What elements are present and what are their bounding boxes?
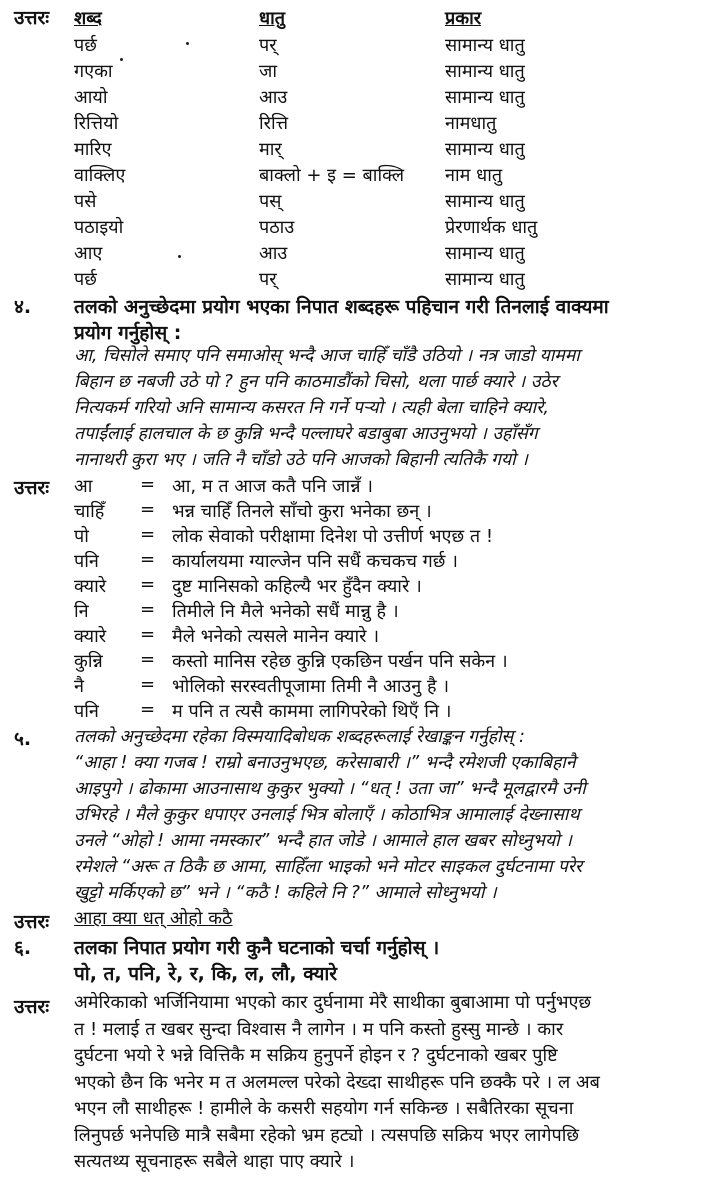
q4-number: ४. [14,296,32,318]
header-root: धातु [259,8,285,29]
equals-sign: = [140,699,156,720]
particle-word: क्यारे [74,626,107,647]
equals-sign: = [140,674,156,695]
example-sentence: तिमीले नि मैले भनेको सधैं मान्नु है । [172,601,399,622]
cell-root: पर् [259,269,277,290]
header-type: प्रकार [445,8,482,29]
cell-root: रित्ति [259,113,289,134]
table-row [0,215,720,241]
particle-word: क्यारे [74,576,107,597]
cell-word: आए [74,243,103,264]
print-speck [120,58,123,61]
passage-line: बिहान छ नबजी उठे पो ? हुन पनि काठमाडौंको चिसो, थला पार्छ क्यारे । उठेर [74,372,558,392]
cell-root: आउ [259,243,288,264]
cell-type: प्रेरणार्थक धातु [445,217,538,238]
q4-passage [74,343,580,473]
particle-word: नै [74,676,84,697]
print-speck [178,255,181,258]
q6-particles: पो, त, पनि, रे, र, कि, ल, लौ, क्यारे [74,963,338,985]
answer-label: उत्तरः [14,7,50,29]
passage-line: “आहा ! क्या गजब ! राम्रो बनाउनुभएछ, करेसाबारी ।” भन्दै रमेशजी एकाबिहानै [74,753,576,773]
header-word: शब्द [74,8,102,29]
table-row [0,59,720,85]
cell-word: पठाइयो [74,217,124,238]
table-row [0,163,720,189]
equals-sign: = [140,649,156,670]
cell-root: पठाउ [259,217,295,238]
q4-prompt-line2: प्रयोग गर्नुहोस् : [74,322,182,344]
cell-type: सामान्य धातु [445,243,525,264]
answer-row [0,524,720,549]
passage-line: तपाईंलाई हालचाल के छ कुन्नि भन्दै पल्लाघरे बडाबुबा आउनुभयो । उहाँसँग [74,424,538,444]
cell-word: मारिए [74,139,112,160]
table-row [0,267,720,293]
cell-word: पसे [74,191,97,212]
equals-sign: = [140,524,156,545]
answer-row [0,474,720,499]
answer-row [0,499,720,524]
equals-sign: = [140,549,156,570]
particle-word: पनि [74,551,99,572]
particle-word: चाहिँ [74,501,105,522]
cell-root: पस् [259,191,282,212]
example-sentence: भोलिको सरस्वतीपूजामा तिमी नै आउनु है । [172,676,450,697]
particle-word: पो [74,526,89,547]
answer-row [0,599,720,624]
q5-number: ५. [14,728,32,750]
table-row [0,189,720,215]
cell-type: सामान्य धातु [445,191,525,212]
answer-line: त ! मलाई त खबर सुन्दा विश्वास नै लागेन । म पनि कस्तो हुस्सु मान्छे । कार [74,1018,564,1040]
passage-line: खुट्टो मर्किएको छ” भने । “कठै ! कहिले नि ?” आमाले सोध्नुभयो । [74,883,497,903]
answer-line: अमेरिकाको भर्जिनियामा भएको कार दुर्घनामा मेरै साथीका बुबाआमा पो पर्नुभएछ [74,992,592,1013]
example-sentence: आ, म त आज कतै पनि जान्नँ । [172,476,374,497]
passage-line: उभिरहे । मैले कुकुर धपाएर उनलाई भित्र बोलाएँ । कोठाभित्र आमालाई देख्नासाथ [74,805,580,825]
particle-word: आ [74,476,93,497]
passage-line: रमेशले “अरू त ठिकै छ आमा, साहिँला भाइको भने मोटर साइकल दुर्घटनामा परेर [74,857,583,877]
answer-label: उत्तरः [14,911,50,933]
table-row [0,241,720,267]
passage-line: उनले “ओहो ! आमा नमस्कार” भन्दै हात जोडे । आमाले हाल खबर सोध्नुभयो । [74,831,572,851]
cell-word: आयो [74,87,108,108]
cell-type: सामान्य धातु [445,61,525,82]
equals-sign: = [140,474,156,495]
example-sentence: कार्यालयमा ग्याल्जेन पनि सधैं कचकच गर्छ । [172,551,458,572]
print-speck [186,42,189,45]
answer-row [0,574,720,599]
answer-row [0,549,720,574]
cell-word: पर्छ [74,35,97,56]
table-row [0,111,720,137]
table-row [0,137,720,163]
example-sentence: दुष्ट मानिसको कहिल्यै भर हुँदैन क्यारे । [172,576,422,597]
example-sentence: म पनि त त्यसै काममा लागिपरेको थिएँ नि । [172,701,452,722]
equals-sign: = [140,599,156,620]
q4-prompt-line1: तलको अनुच्छेदमा प्रयोग भएका निपात शब्दहरू पहिचान गरी तिनलाई वाक्यमा [74,296,609,318]
answer-line: भएन लौ साथीहरू ! हामीले के कसरी सहयोग गर्न सकिन्छ । सबैतिरका सूचना [74,1098,574,1119]
example-sentence: कस्तो मानिस रहेछ कुन्नि एकछिन पर्खन पनि सकेन । [172,651,508,672]
equals-sign: = [140,574,156,595]
cell-word: रित्तियो [74,113,119,134]
example-sentence: भन्न चाहिँ तिनले साँचो कुरा भनेका छन् । [172,501,432,522]
example-sentence: लोक सेवाको परीक्षामा दिनेश पो उत्तीर्ण भएछ त ! [172,526,494,547]
example-sentence: मैले भनेको त्यसले मानेन क्यारे । [172,626,380,647]
cell-root: आउ [259,87,288,108]
answer-line: भएको छैन कि भनेर म त अलमल्ल परेको देख्दा साथीहरू पनि छक्कै परे । ल अब [74,1071,600,1093]
answer-line: दुर्घटना भयो रे भन्ने वित्तिकै म सक्रिय हुनुपर्ने होइन र ? दुर्घटनाको खबर पुष्टि [74,1045,558,1066]
table-row [0,85,720,111]
cell-word: वाक्लिए [74,165,126,186]
passage-line: आइपुगे । ढोकामा आउनासाथ कुकुर भुक्यो । “धत् ! उता जा” भन्दै मूलद्वारमै उनी [74,779,586,799]
cell-word: गएका [74,61,113,82]
particle-word: नि [74,601,89,622]
cell-type: नामधातु [445,113,497,134]
equals-sign: = [140,499,156,520]
answer-row [0,699,720,724]
equals-sign: = [140,624,156,645]
table-row [0,33,720,59]
cell-root: मार् [259,139,282,160]
answer-line: सत्यतथ्य सूचनाहरू सबैले थाहा पाए क्यारे । [74,1151,355,1172]
cell-type: सामान्य धातु [445,269,525,290]
q5-passage [74,724,586,906]
cell-root: बाक्लो + इ = बाक्लि [259,165,405,186]
q6-number: ६. [14,937,32,959]
particle-word: पनि [74,701,99,722]
passage-line: नित्यकर्म गरियो अनि सामान्य कसरत नि गर्ने पर्‍यो । त्यही बेला चाहिने क्यारे, [74,398,549,418]
answer-label: उत्तरः [14,477,50,499]
cell-word: पर्छ [74,269,97,290]
cell-root: पर् [259,35,277,56]
cell-type: सामान्य धातु [445,139,525,160]
q5-answer: आहा क्या धत् ओहो कठै [74,908,233,929]
cell-root: जा [259,61,278,82]
answer-row [0,649,720,674]
answer-line: लिनुपर्छ भनेपछि मात्रै सबैमा रहेको भ्रम हट्यो । त्यसपछि सक्रिय भएर लागेपछि [74,1124,580,1146]
passage-line: आ, चिसोले समाए पनि समाओस् भन्दै आज चाहिँ चाँडै उठियो । नत्र जाडो याममा [74,346,580,366]
cell-type: नाम धातु [445,165,503,186]
passage-line: तलको अनुच्छेदमा रहेका विस्मयादिबोधक शब्दहरूलाई रेखाङ्कन गर्नुहोस् : [74,727,525,747]
passage-line: नानाथरी कुरा भए । जति नै चाँडो उठे पनि आजको बिहानी त्यतिकै गयो । [74,450,528,470]
q6-answer [74,990,600,1176]
answer-row [0,624,720,649]
table-header-row [0,6,720,32]
cell-type: सामान्य धातु [445,87,525,108]
answer-label: उत्तरः [14,996,50,1018]
particle-word: कुन्नि [74,651,103,672]
answer-row [0,674,720,699]
cell-type: सामान्य धातु [445,35,525,56]
q6-prompt: तलका निपात प्रयोग गरी कुनै घटनाको चर्चा गर्नुहोस् । [74,937,440,959]
